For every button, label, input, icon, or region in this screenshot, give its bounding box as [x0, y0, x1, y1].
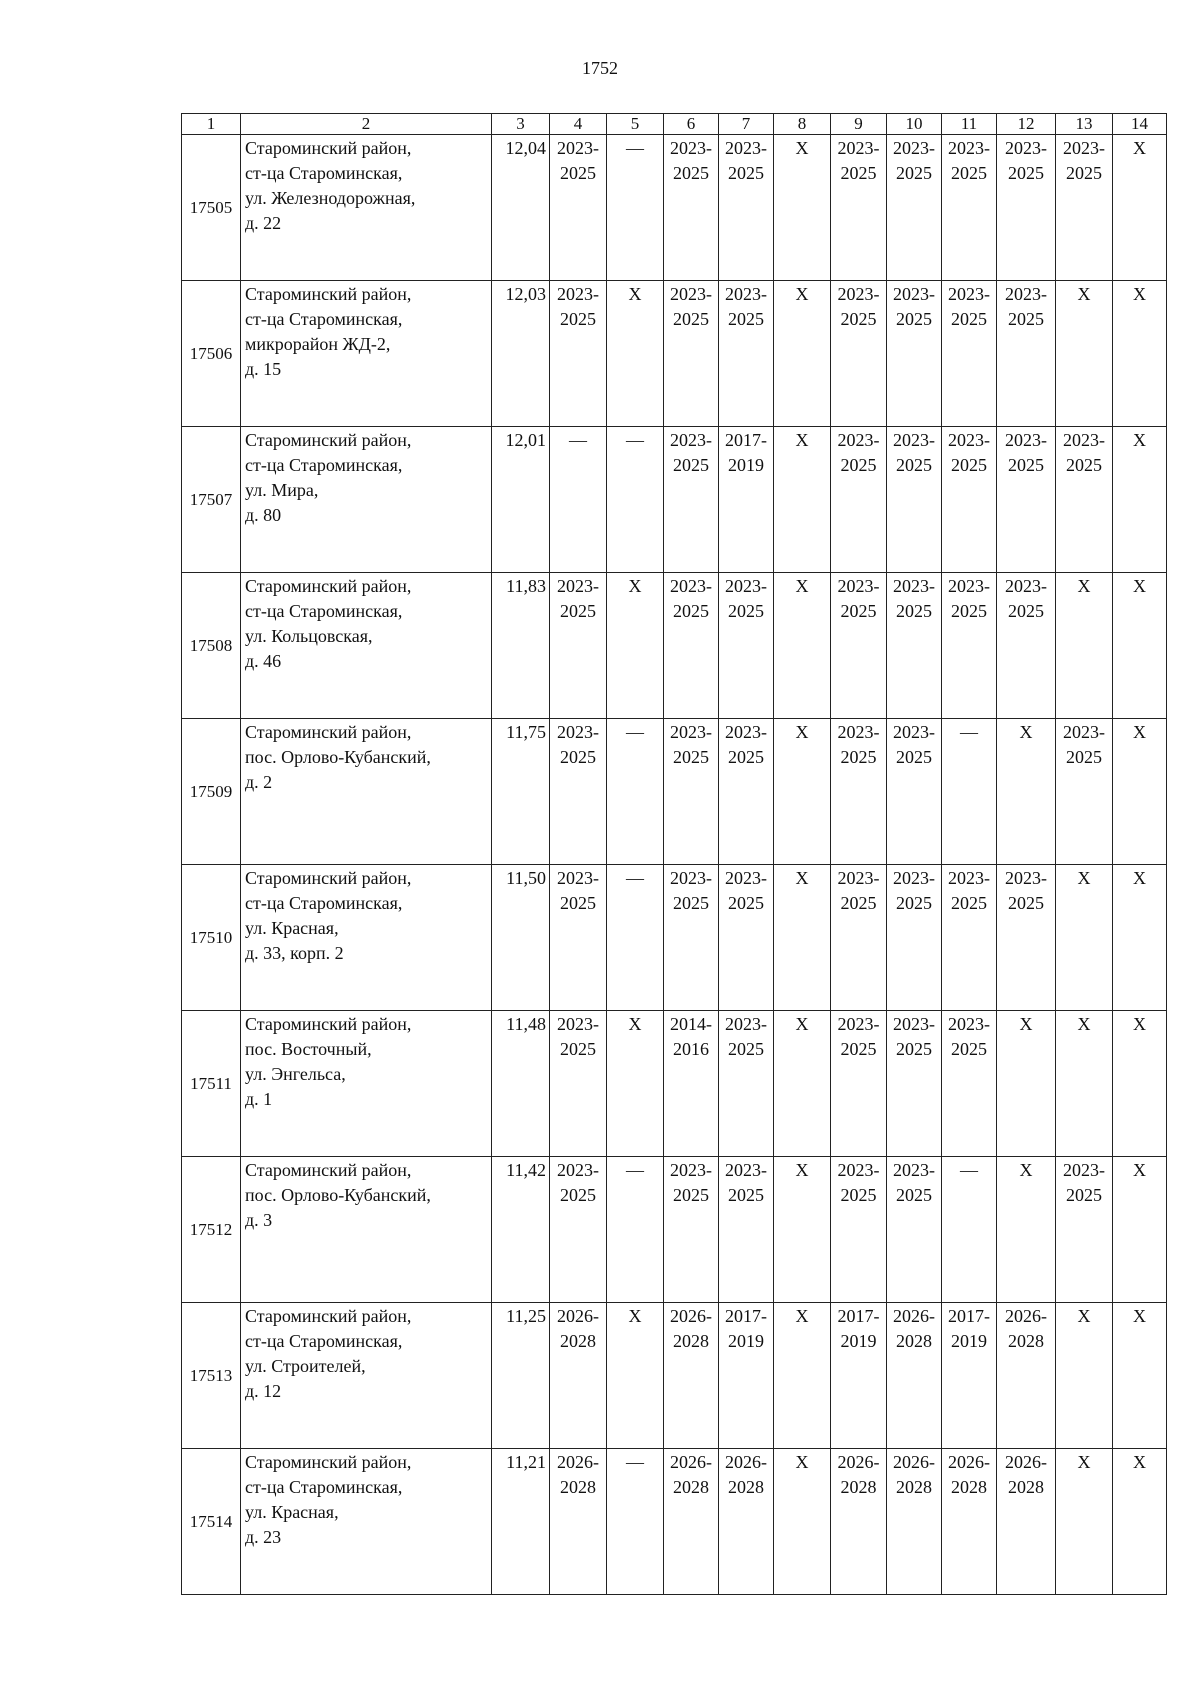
period-cell: 2023- 2025 [887, 1157, 942, 1303]
period-cell: X [774, 427, 831, 573]
period-cell: X [607, 1303, 664, 1449]
period-cell: 2023- 2025 [664, 135, 719, 281]
address-cell: Староминский район, ст-ца Староминская, ул. Железнодорожная, д. 22 [241, 135, 492, 281]
period-cell: X [997, 1011, 1056, 1157]
period-cell: 2023- 2025 [719, 1011, 774, 1157]
period-cell: 2026- 2028 [664, 1303, 719, 1449]
period-cell: 2023- 2025 [831, 281, 887, 427]
row-id-cell: 17512 [182, 1157, 241, 1303]
row-id-cell: 17514 [182, 1449, 241, 1595]
period-cell: X [774, 719, 831, 865]
row-id-cell: 17508 [182, 573, 241, 719]
period-cell: — [942, 1157, 997, 1303]
period-cell: X [1056, 865, 1113, 1011]
period-cell: X [774, 281, 831, 427]
area-cell: 12,04 [492, 135, 550, 281]
period-cell: X [1113, 865, 1167, 1011]
period-cell: — [607, 1157, 664, 1303]
period-cell: 2023- 2025 [664, 573, 719, 719]
period-cell: 2017- 2019 [719, 1303, 774, 1449]
period-cell: 2017- 2019 [942, 1303, 997, 1449]
column-number-cell: 8 [774, 114, 831, 135]
period-cell: 2017- 2019 [719, 427, 774, 573]
period-cell: 2014- 2016 [664, 1011, 719, 1157]
period-cell: X [774, 573, 831, 719]
column-number-cell: 1 [182, 114, 241, 135]
period-cell: 2026- 2028 [831, 1449, 887, 1595]
period-cell: 2023- 2025 [1056, 1157, 1113, 1303]
column-number-cell: 2 [241, 114, 492, 135]
period-cell: 2023- 2025 [831, 1157, 887, 1303]
period-cell: 2023- 2025 [719, 135, 774, 281]
period-cell: — [607, 427, 664, 573]
row-id-cell: 17511 [182, 1011, 241, 1157]
period-cell: 2023- 2025 [664, 865, 719, 1011]
period-cell: 2023- 2025 [664, 427, 719, 573]
period-cell: X [1113, 1303, 1167, 1449]
period-cell: — [942, 719, 997, 865]
period-cell: 2023- 2025 [997, 573, 1056, 719]
period-cell: X [607, 1011, 664, 1157]
period-cell: 2026- 2028 [997, 1303, 1056, 1449]
period-cell: X [1113, 1157, 1167, 1303]
period-cell: X [997, 719, 1056, 865]
period-cell: X [774, 1157, 831, 1303]
period-cell: X [774, 1449, 831, 1595]
page-number: 1752 [582, 58, 618, 78]
period-cell: X [1056, 281, 1113, 427]
period-cell: 2023- 2025 [550, 135, 607, 281]
period-cell: 2023- 2025 [1056, 719, 1113, 865]
address-cell: Староминский район, ст-ца Староминская, микрорайон ЖД-2, д. 15 [241, 281, 492, 427]
period-cell: 2023- 2025 [664, 1157, 719, 1303]
period-cell: X [1056, 1449, 1113, 1595]
period-cell: 2023- 2025 [997, 427, 1056, 573]
period-cell: 2023- 2025 [719, 1157, 774, 1303]
period-cell: 2023- 2025 [942, 1011, 997, 1157]
column-number-cell: 6 [664, 114, 719, 135]
period-cell: X [1113, 281, 1167, 427]
table-row [182, 281, 1167, 427]
period-cell: X [774, 1303, 831, 1449]
table-row [182, 865, 1167, 1011]
period-cell: — [607, 865, 664, 1011]
period-cell: X [1056, 1303, 1113, 1449]
period-cell: — [607, 135, 664, 281]
housing-register-table [181, 113, 1167, 1595]
period-cell: X [607, 573, 664, 719]
area-cell: 11,21 [492, 1449, 550, 1595]
period-cell: X [1113, 1011, 1167, 1157]
column-number-cell: 5 [607, 114, 664, 135]
address-cell: Староминский район, ст-ца Староминская, ул. Красная, д. 33, корп. 2 [241, 865, 492, 1011]
period-cell: 2023- 2025 [719, 281, 774, 427]
column-number-cell: 12 [997, 114, 1056, 135]
period-cell: — [550, 427, 607, 573]
period-cell: 2023- 2025 [887, 427, 942, 573]
table-row [182, 1449, 1167, 1595]
column-number-cell: 11 [942, 114, 997, 135]
period-cell: 2023- 2025 [664, 281, 719, 427]
row-id-cell: 17505 [182, 135, 241, 281]
period-cell: 2023- 2025 [550, 865, 607, 1011]
period-cell: 2023- 2025 [887, 573, 942, 719]
period-cell: 2023- 2025 [719, 573, 774, 719]
period-cell: 2023- 2025 [719, 719, 774, 865]
period-cell: X [607, 281, 664, 427]
column-number-cell: 10 [887, 114, 942, 135]
period-cell: 2026- 2028 [550, 1303, 607, 1449]
column-number-cell: 3 [492, 114, 550, 135]
column-number-cell: 4 [550, 114, 607, 135]
row-id-cell: 17507 [182, 427, 241, 573]
period-cell: 2023- 2025 [997, 865, 1056, 1011]
period-cell: 2023- 2025 [942, 427, 997, 573]
address-cell: Староминский район, пос. Орлово-Кубанский, д. 2 [241, 719, 492, 865]
period-cell: 2026- 2028 [997, 1449, 1056, 1595]
period-cell: — [607, 1449, 664, 1595]
column-number-cell: 14 [1113, 114, 1167, 135]
period-cell: 2026- 2028 [887, 1449, 942, 1595]
period-cell: 2023- 2025 [1056, 135, 1113, 281]
table-row [182, 135, 1167, 281]
period-cell: 2023- 2025 [887, 719, 942, 865]
period-cell: 2023- 2025 [887, 281, 942, 427]
period-cell: 2023- 2025 [997, 281, 1056, 427]
period-cell: X [1113, 135, 1167, 281]
period-cell: 2026- 2028 [664, 1449, 719, 1595]
period-cell: 2023- 2025 [942, 865, 997, 1011]
period-cell: 2023- 2025 [550, 1157, 607, 1303]
period-cell: X [774, 1011, 831, 1157]
address-cell: Староминский район, ст-ца Староминская, ул. Мира, д. 80 [241, 427, 492, 573]
period-cell: X [774, 135, 831, 281]
period-cell: 2023- 2025 [942, 281, 997, 427]
period-cell: 2023- 2025 [997, 135, 1056, 281]
period-cell: 2023- 2025 [887, 135, 942, 281]
period-cell: 2023- 2025 [887, 865, 942, 1011]
address-cell: Староминский район, пос. Орлово-Кубанский, д. 3 [241, 1157, 492, 1303]
column-number-cell: 9 [831, 114, 887, 135]
area-cell: 11,75 [492, 719, 550, 865]
period-cell: 2023- 2025 [942, 135, 997, 281]
period-cell: 2023- 2025 [831, 427, 887, 573]
period-cell: 2023- 2025 [550, 719, 607, 865]
period-cell: 2026- 2028 [550, 1449, 607, 1595]
period-cell: X [1056, 1011, 1113, 1157]
period-cell: 2023- 2025 [664, 719, 719, 865]
period-cell: 2023- 2025 [550, 1011, 607, 1157]
area-cell: 11,83 [492, 573, 550, 719]
table-body [182, 114, 1167, 1595]
period-cell: X [1113, 427, 1167, 573]
address-cell: Староминский район, ст-ца Староминская, ул. Строителей, д. 12 [241, 1303, 492, 1449]
period-cell: 2023- 2025 [550, 573, 607, 719]
address-cell: Староминский район, ст-ца Староминская, ул. Кольцовская, д. 46 [241, 573, 492, 719]
area-cell: 12,03 [492, 281, 550, 427]
period-cell: 2023- 2025 [942, 573, 997, 719]
period-cell: X [1113, 719, 1167, 865]
period-cell: 2023- 2025 [831, 135, 887, 281]
period-cell: 2017- 2019 [831, 1303, 887, 1449]
area-cell: 11,25 [492, 1303, 550, 1449]
table-row [182, 719, 1167, 865]
column-number-cell: 7 [719, 114, 774, 135]
area-cell: 11,42 [492, 1157, 550, 1303]
period-cell: 2026- 2028 [887, 1303, 942, 1449]
period-cell: 2023- 2025 [831, 573, 887, 719]
period-cell: X [1113, 1449, 1167, 1595]
period-cell: 2023- 2025 [1056, 427, 1113, 573]
period-cell: 2023- 2025 [719, 865, 774, 1011]
period-cell: 2026- 2028 [719, 1449, 774, 1595]
period-cell: 2023- 2025 [831, 1011, 887, 1157]
period-cell: 2023- 2025 [831, 719, 887, 865]
area-cell: 12,01 [492, 427, 550, 573]
row-id-cell: 17513 [182, 1303, 241, 1449]
period-cell: X [997, 1157, 1056, 1303]
period-cell: 2023- 2025 [831, 865, 887, 1011]
period-cell: X [774, 865, 831, 1011]
area-cell: 11,48 [492, 1011, 550, 1157]
period-cell: — [607, 719, 664, 865]
area-cell: 11,50 [492, 865, 550, 1011]
table-row [182, 1157, 1167, 1303]
table-row [182, 427, 1167, 573]
row-id-cell: 17509 [182, 719, 241, 865]
row-id-cell: 17506 [182, 281, 241, 427]
table-row [182, 1011, 1167, 1157]
period-cell: 2023- 2025 [550, 281, 607, 427]
address-cell: Староминский район, ст-ца Староминская, ул. Красная, д. 23 [241, 1449, 492, 1595]
column-number-cell: 13 [1056, 114, 1113, 135]
table-row [182, 573, 1167, 719]
period-cell: 2026- 2028 [942, 1449, 997, 1595]
period-cell: X [1113, 573, 1167, 719]
row-id-cell: 17510 [182, 865, 241, 1011]
table-row [182, 1303, 1167, 1449]
address-cell: Староминский район, пос. Восточный, ул. Энгельса, д. 1 [241, 1011, 492, 1157]
column-number-row [182, 114, 1167, 135]
period-cell: 2023- 2025 [887, 1011, 942, 1157]
period-cell: X [1056, 573, 1113, 719]
